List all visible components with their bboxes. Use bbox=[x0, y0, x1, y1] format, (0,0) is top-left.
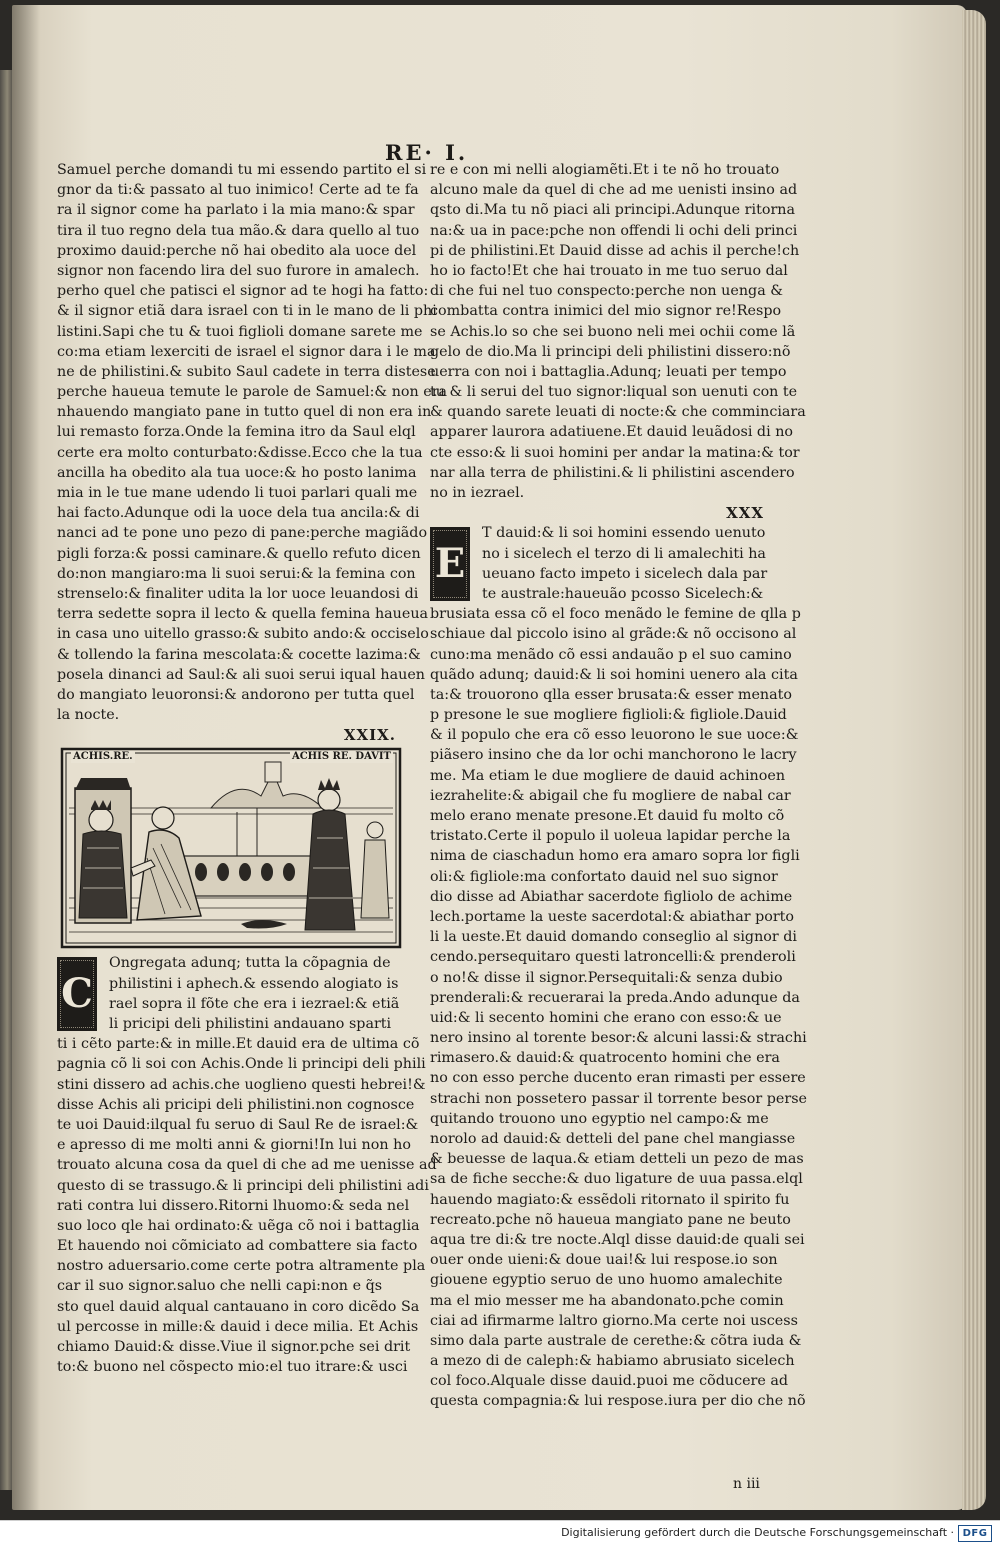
text-line: schiaue dal piccolo isino al grãde:& nõ occisono al bbox=[430, 626, 797, 643]
text-line: ti i cẽto parte:& in mille.Et dauid era de ultima cõ bbox=[57, 1036, 420, 1053]
text-line: strachi non possetero passar il torrente besor perse bbox=[430, 1090, 807, 1107]
running-head: RE· I. bbox=[385, 140, 469, 165]
text-line: la nocte. bbox=[57, 707, 120, 724]
text-line: car il suo signor.saluo che nelli capi:non e q̃s bbox=[57, 1278, 383, 1295]
text-line: terra sedette sopra il lecto & quella femina haueua bbox=[57, 606, 429, 623]
decorated-initial: E bbox=[430, 527, 470, 601]
woodcut-scene bbox=[61, 748, 401, 948]
text-line: tristato.Certe il populo il uoleua lapidar perche la bbox=[430, 828, 791, 845]
text-line: co:ma etiam lexerciti de israel el signor dara i le ma bbox=[57, 343, 436, 360]
text-line: cte esso:& li suoi homini per andar la matina:& tor bbox=[430, 444, 800, 461]
left-text-column bbox=[57, 160, 448, 1377]
text-line: quitando trouono uno egyptio nel campo:& me bbox=[430, 1110, 769, 1127]
text-line: perche haueua temute le parole de Samuel:& non era bbox=[57, 384, 448, 401]
text-line: te uoi Dauid:ilqual fu seruo di Saul Re de israel:& bbox=[57, 1116, 419, 1133]
signature-mark: n iii bbox=[733, 1476, 760, 1492]
text-line: ouer onde uieni:& doue uai!& lui respose.io son bbox=[430, 1252, 778, 1269]
text-line: me. Ma etiam le due mogliere de dauid achinoen bbox=[430, 767, 786, 784]
text-line: & tollendo la farina mescolata:& cocette lazima:& bbox=[57, 646, 421, 663]
dfg-logo: DFG bbox=[958, 1525, 992, 1542]
text-line: & quando sarete leuati di nocte:& che comminciara bbox=[430, 404, 806, 421]
text-line: ne de philistini.& subito Saul cadete in terra distese bbox=[57, 363, 436, 380]
text-line: posela dinanci ad Saul:& ali suoi serui iqual hauen bbox=[57, 666, 426, 683]
text-line: pi de philistini.Et Dauid disse ad achis il perche!ch bbox=[430, 242, 800, 259]
text-line: do mangiato leuoronsi:& andorono per tutta quel bbox=[57, 686, 415, 703]
text-line: qsto di.Ma tu nõ piaci ali principi.Adunque ritorna bbox=[430, 202, 796, 219]
woodcut-illustration bbox=[61, 748, 401, 948]
text-line: cuno:ma menãdo cõ essi andauão p el suo camino bbox=[430, 646, 792, 663]
text-line: in casa uno uitello grasso:& subito ando:& occiselo bbox=[57, 626, 429, 643]
text-line: ancilla ha obedito ala tua uoce:& ho posto lanima bbox=[57, 464, 417, 481]
right-text-column bbox=[430, 160, 807, 1412]
right-bottom-lines bbox=[430, 604, 807, 1412]
text-line: col foco.Alquale disse dauid.puoi me cõducere ad bbox=[430, 1373, 789, 1390]
initial-paragraph bbox=[57, 953, 402, 1034]
text-line: dio disse ad Abiathar sacerdote figliolo de achime bbox=[430, 888, 793, 905]
text-line: trouato alcuna cosa da quel di che ad me uenisse ad bbox=[57, 1157, 437, 1174]
text-line: a mezo di de caleph:& habiamo abrusiato sicelech bbox=[430, 1353, 795, 1370]
text-line: ma el mio messer me ha abandonato.pche comin bbox=[430, 1292, 784, 1309]
text-line: disse Achis ali pricipi deli philistini.non cognosce bbox=[57, 1096, 415, 1113]
text-line: hai facto.Adunque odi la uoce dela tua ancila:& di bbox=[57, 505, 420, 522]
text-line: perho quel che patisci el signor ad te hogi ha fatto: bbox=[57, 283, 429, 300]
left-page-edge bbox=[0, 70, 12, 1490]
text-line: aqua tre di:& tre nocte.Alql disse dauid:de quali sei bbox=[430, 1231, 805, 1248]
text-line: piãsero insino che da lor ochi manchorono le lacry bbox=[430, 747, 797, 764]
funding-credit: Digitalisierung gefördert durch die Deutsche Forschungsgemeinschaft · bbox=[561, 1526, 954, 1539]
text-line: questo di se trassugo.& li principi deli philistini adi bbox=[57, 1177, 429, 1194]
text-line: ra il signor come ha parlato i la mia mano:& spar bbox=[57, 202, 415, 219]
text-line: recreato.pche nõ haueua mangiato pane ne beuto bbox=[430, 1211, 791, 1228]
text-line: ta:& trouorono qlla esser brusata:& esser menato bbox=[430, 686, 792, 703]
text-line: mia in le tue mane udendo li tuoi parlari quali me bbox=[57, 485, 418, 501]
text-line: Ongregata adunq; tutta la cõpagnia de bbox=[109, 955, 391, 972]
text-line: pagnia cõ li soi con Achis.Onde li principi deli phili bbox=[57, 1056, 426, 1073]
page-stack-edge bbox=[962, 10, 986, 1510]
text-line: questa compagnia:& lui respose.iura per dio che nõ bbox=[430, 1393, 806, 1410]
text-line: no i sicelech el terzo di li amalechiti ha bbox=[482, 545, 766, 562]
text-line: ueuano facto impeto i sicelech dala par bbox=[482, 565, 768, 582]
left-bottom-lines bbox=[57, 1034, 437, 1377]
text-line: to:& buono nel cõspecto mio:el tuo itrare:& usci bbox=[57, 1359, 408, 1376]
text-line: oli:& figliole:ma confortato dauid nel suo signor bbox=[430, 868, 778, 885]
text-line: nanci ad te pone uno pezo di pane:perche magiãdo bbox=[57, 525, 428, 542]
text-line: proximo dauid:perche nõ hai obedito ala uoce del bbox=[57, 242, 417, 259]
text-line: prenderali:& recuerarai la preda.Ando adunque da bbox=[430, 989, 800, 1006]
initial-paragraph bbox=[430, 523, 770, 604]
text-line: rimasero.& dauid:& quatrocento homini che era bbox=[430, 1050, 780, 1067]
text-line: strenselo:& finaliter udita la lor uoce leuandosi di bbox=[57, 585, 419, 602]
text-line: melo erano menate presone.Et dauid fu molto cõ bbox=[430, 808, 785, 824]
text-line: o no!& disse il signor.Persequitali:& senza dubio bbox=[430, 969, 783, 986]
text-line: combatta contra inimici del mio signor re!Respo bbox=[430, 303, 782, 320]
text-line: di che fui nel tuo conspecto:perche non uenga & bbox=[430, 283, 784, 300]
text-line: hauendo magiato:& essẽdoli ritornato il spirito fu bbox=[430, 1191, 790, 1208]
text-line: gnor da ti:& passato al tuo inimico! Certe ad te fa bbox=[57, 182, 419, 199]
woodcut-caption-left: ACHIS.RE. bbox=[73, 751, 133, 763]
text-line: rael sopra il fõte che era i iezrael:& etiã bbox=[109, 995, 400, 1012]
text-line: nima de ciaschadun homo era amaro sopra lor figli bbox=[430, 848, 800, 865]
text-line: philistini i aphech.& essendo alogiato is bbox=[109, 975, 399, 992]
text-line: re e con mi nelli alogiamẽti.Et i te nõ ho trouato bbox=[430, 162, 780, 178]
text-line: nar alla terra de philistini.& li philistini ascendero bbox=[430, 464, 795, 481]
text-line: quãdo adunq; dauid:& li soi homini uenero ala cita bbox=[430, 666, 798, 683]
text-line: nostro aduersario.come certe potra altramente pla bbox=[57, 1258, 426, 1275]
text-line: no con esso perche ducento eran rimasti per essere bbox=[430, 1070, 806, 1087]
page-gutter-shadow bbox=[12, 5, 40, 1510]
text-line: cendo.persequitaro questi latroncelli:& prenderoli bbox=[430, 949, 796, 966]
text-line: lui remasto forza.Onde la femina itro da Saul elql bbox=[57, 424, 416, 441]
text-line: rati contra lui dissero.Ritorni lhuomo:& seda nel bbox=[57, 1197, 410, 1214]
text-line: do:non mangiaro:ma li suoi serui:& la femina con bbox=[57, 565, 416, 582]
text-line: Samuel perche domandi tu mi essendo partito el si bbox=[57, 162, 427, 178]
text-line: iezrahelite:& abigail che fu mogliere de nabal car bbox=[430, 787, 791, 804]
text-line: nhauendo mangiato pane in tutto quel di non era in bbox=[57, 404, 432, 421]
text-line: e apresso di me molti anni & giorni!In lui non ho bbox=[57, 1137, 411, 1154]
text-line: ho io facto!Et che hai trouato in me tuo seruo dal bbox=[430, 262, 788, 279]
text-line: sa de fiche secche:& duo ligature de uua passa.elql bbox=[430, 1171, 803, 1188]
text-line: gelo de dio.Ma li principi deli philistini dissero:nõ bbox=[430, 343, 791, 360]
text-line: no in iezrael. bbox=[430, 485, 525, 501]
text-line: certe era molto conturbato:&disse.Ecco che la tua bbox=[57, 444, 423, 461]
text-line: T dauid:& li soi homini essendo uenuto bbox=[482, 525, 766, 542]
text-line: & il signor etiã dara israel con ti in le mano de li phi bbox=[57, 303, 437, 320]
text-line: li pricipi deli philistini andauano sparti bbox=[109, 1016, 392, 1032]
text-line: stini dissero ad achis.che uoglieno questi hebrei!& bbox=[57, 1076, 426, 1093]
text-line: uid:& li secento homini che erano con esso:& ue bbox=[430, 1009, 782, 1026]
text-line: listini.Sapi che tu & tuoi figlioli domane sarete me bbox=[57, 323, 423, 340]
text-line: ul percosse in mille:& dauid i dece milia. Et Achis bbox=[57, 1318, 419, 1335]
text-line: ciai ad ifirmarme laltro giorno.Ma certe noi uscess bbox=[430, 1312, 798, 1329]
text-line: Et hauendo noi cõmiciato ad combattere sia facto bbox=[57, 1238, 418, 1255]
text-line: pigli forza:& possi caminare.& quello refuto dicen bbox=[57, 545, 421, 562]
text-line: chiamo Dauid:& disse.Viue il signor.pche sei drit bbox=[57, 1339, 411, 1355]
text-line: & il populo che era cõ esso leuorono le sue uoce:& bbox=[430, 727, 799, 744]
text-line: se Achis.lo so che sei buono neli mei ochii come lã bbox=[430, 323, 796, 340]
text-line: tu & li serui del tuo signor:liqual son uenuti con te bbox=[430, 384, 798, 401]
text-line: simo dala parte australe de cerethe:& cõtra iuda & bbox=[430, 1332, 802, 1349]
chapter-number: XXIX. bbox=[343, 726, 396, 745]
text-line: tira il tuo regno dela tua mão.& dara quello al tuo bbox=[57, 222, 420, 239]
text-line: giouene egyptio seruo de uno huomo amalechite bbox=[430, 1272, 783, 1289]
text-line: signor non facendo lira del suo furore in amalech. bbox=[57, 262, 420, 279]
text-line: suo loco qle hai ordinato:& uẽga cõ noi i battaglia bbox=[57, 1217, 420, 1234]
left-top-lines bbox=[57, 160, 448, 725]
woodcut-caption-right: ACHIS RE. DAVIT bbox=[291, 751, 391, 763]
footer-bar bbox=[0, 1520, 1000, 1545]
text-line: & beuesse de laqua.& etiam detteli un pezo de mas bbox=[430, 1151, 804, 1168]
right-top-lines bbox=[430, 160, 806, 503]
text-line: uerra con noi i battaglia.Adunq; leuati per tempo bbox=[430, 363, 787, 380]
chapter-number: XXX bbox=[726, 504, 764, 523]
text-line: nero insino al torente besor:& alcuni lassi:& strachi bbox=[430, 1030, 807, 1047]
text-line: brusiata essa cõ el foco menãdo le femine de qlla p bbox=[430, 606, 801, 623]
text-line: alcuno male da quel di che ad me uenisti insino ad bbox=[430, 182, 798, 199]
text-line: li la ueste.Et dauid domando conseglio al signor di bbox=[430, 929, 798, 946]
text-line: na:& ua in pace:pche non offendi li ochi deli princi bbox=[430, 222, 798, 239]
text-line: p presone le sue mogliere figlioli:& figliole.Dauid bbox=[430, 707, 787, 724]
text-line: norolo ad dauid:& detteli del pane chel mangiasse bbox=[430, 1131, 796, 1147]
text-line: lech.portame la ueste sacerdotal:& abiathar porto bbox=[430, 908, 795, 925]
decorated-initial: C bbox=[57, 957, 97, 1031]
text-line: apparer laurora adatiuene.Et dauid leuãdosi di no bbox=[430, 424, 794, 441]
text-line: te australe:haueuão pcosso Sicelech:& bbox=[482, 585, 764, 602]
text-line: sto quel dauid alqual cantauano in coro dicẽdo Sa bbox=[57, 1298, 420, 1315]
